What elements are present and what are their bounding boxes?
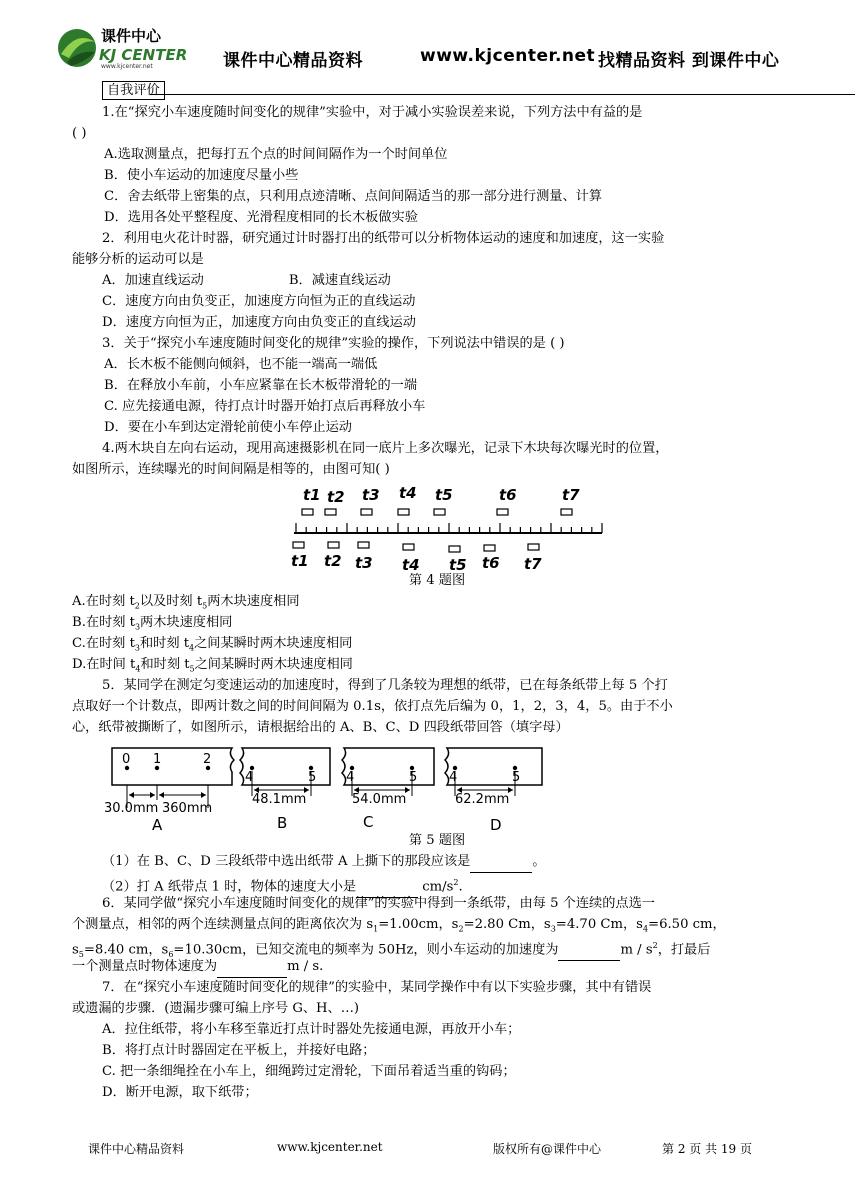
q4-exposure-diagram [72, 480, 802, 570]
q5-part1-blank[interactable] [470, 851, 532, 873]
q4-top-label: t3 [362, 486, 380, 504]
q4-top-label: t5 [435, 486, 453, 504]
q6-acceleration-blank[interactable] [558, 939, 620, 961]
q5-stem-cont2: 心，纸带被撕断了，如图所示，请根据给出的 A、B、C、D 四段纸带回答（填字母） [72, 720, 569, 735]
svg-text:4: 4 [449, 770, 458, 785]
q7-step-a: A．拉住纸带，将小车移至靠近打点计时器处先接通电源，再放开小车； [102, 1022, 521, 1037]
q6-stem-cont: 个测量点，相邻的两个连续测量点间的距离依次为 $s_1=1.00cm$，$s_2=2.80$ Cm，$s_3=4.70$ Cm，$s_4=6.50$ cm， [72, 917, 726, 934]
tape-a-letter: A [152, 816, 163, 830]
q4-bottom-block [293, 542, 304, 548]
header-right-text: 找精品资料 到课件中心 [598, 51, 780, 71]
tape-b-letter: B [277, 814, 288, 830]
q4-bottom-block [328, 542, 339, 548]
q1-option-d: D．选用各处平整程度、光滑程度相同的长木板做实验 [104, 210, 418, 225]
svg-text:www.kjcenter.net: www.kjcenter.net [101, 63, 153, 70]
q6-velocity-blank[interactable] [217, 956, 287, 978]
q4-bottom-label: t4 [402, 556, 420, 570]
svg-text:2: 2 [203, 752, 212, 767]
svg-text:1: 1 [153, 752, 162, 767]
q7-step-c: C. 把一条细绳拴在小车上，细绳跨过定滑轮，下面吊着适当重的钩码； [102, 1064, 516, 1079]
q4-bottom-block [358, 542, 369, 548]
q2-option-a: A．加速直线运动 [102, 273, 204, 288]
q4-option-a: A.在时刻 $t_2$以及时刻 $t_5$两木块速度相同 [72, 594, 300, 611]
q4-figure [72, 480, 802, 570]
svg-text:5: 5 [512, 770, 521, 785]
q4-bottom-label: t6 [482, 554, 500, 570]
tape-b-distance: 48.1mm [252, 792, 307, 807]
q6-stem-cont2: $s_5=8.40$ cm，$s_6=10.30cm$，已知交流电的频率为 50Hz，则小车运动的加速度为 m / $s^2$，打最后 [72, 935, 802, 956]
q4-option-d: D.在时间 $t_4$和时刻 $t_5$之间某瞬时两木块速度相同 [72, 657, 353, 674]
q1-blank: ( ) [72, 126, 87, 141]
tape-c-letter: C [363, 813, 374, 830]
page-header [55, 24, 800, 72]
q4-top-label: t7 [562, 486, 580, 504]
q4-top-label: t1 [303, 486, 321, 504]
q3-option-d: D．要在小车到达定滑轮前使小车停止运动 [104, 420, 352, 435]
q4-bottom-block [449, 546, 460, 552]
svg-text:课件中心: 课件中心 [101, 27, 162, 45]
footer-page-number: 第 2 页 共 19 页 [662, 1142, 752, 1156]
q4-bottom-block [403, 544, 414, 550]
q1-option-c: C．舍去纸带上密集的点，只利用点迹清晰、点间间隔适当的那一部分进行测量、计算 [104, 189, 603, 204]
q4-top-block [361, 509, 372, 515]
tape-d-letter: D [490, 816, 502, 830]
q5-stem-cont: 点取好一个计数点，即两计数之间的时间间隔为 0.1s，依打点先后编为 0，1，2，3，4，5。由于不小 [72, 699, 673, 714]
q1-stem: 1.在“探究小车速度随时间变化的规律”实验中，对于减小实验误差来说，下列方法中有益的是 [102, 105, 643, 120]
kjcenter-logo [55, 24, 195, 70]
q5-caption: 第 5 题图 [408, 833, 466, 848]
q3-option-a: A．长木板不能侧向倾斜，也不能一端高一端低 [104, 357, 378, 372]
svg-text:4: 4 [245, 770, 254, 785]
svg-text:4: 4 [346, 770, 355, 785]
q4-caption: 第 4 题图 [408, 573, 466, 588]
q2-stem: 2．利用电火花计时器，研究通过计时器打出的纸带可以分析物体运动的速度和加速度，这一实验 [102, 231, 665, 246]
footer-site-link[interactable]: www.kjcenter.net [277, 1140, 383, 1154]
q4-bottom-label: t3 [355, 554, 373, 570]
q2-options-ab [72, 270, 802, 291]
q4-top-label: t6 [499, 486, 517, 504]
tape-c [342, 748, 434, 785]
svg-text:5: 5 [409, 770, 418, 785]
section-title: 自我评价 [102, 81, 165, 100]
q4-bottom-block [528, 544, 539, 550]
q5-part1: （1）在 B、C、D 三段纸带中选出纸带 A 上撕下的那段应该是 。 [72, 851, 802, 872]
tape-a-d1: 30.0mm [104, 801, 159, 816]
q4-scale-ticks [296, 523, 602, 533]
header-left-text: 课件中心精品资料 [223, 51, 363, 71]
tape-c-distance: 54.0mm [352, 792, 407, 807]
q7-step-d: D．断开电源，取下纸带； [102, 1085, 258, 1100]
q4-stem-cont: 如图所示，连续曝光的时间间隔是相等的，由图可知( ) [72, 462, 390, 477]
q4-option-c: C.在时刻 $t_3$和时刻 $t_4$之间某瞬时两木块速度相同 [72, 636, 353, 653]
q7-stem-cont: 或遗漏的步骤．(遗漏步骤可编上序号 G、H、…) [72, 1001, 360, 1016]
q3-stem: 3．关于“探究小车速度随时间变化的规律”实验的操作，下列说法中错误的是 ( ) [102, 336, 565, 351]
q4-bottom-block [484, 545, 495, 551]
q4-top-block [434, 509, 445, 515]
q3-option-b: B．在释放小车前，小车应紧靠在长木板带滑轮的一端 [104, 378, 418, 393]
footer-copyright: 版权所有@课件中心 [493, 1142, 602, 1156]
svg-text:KJ CENTER: KJ CENTER [99, 46, 188, 64]
q4-top-label: t2 [327, 488, 345, 506]
q2-option-d: D．速度方向恒为正，加速度方向由负变正的直线运动 [102, 315, 416, 330]
q5-tape-diagram [72, 738, 802, 830]
q5-figure [72, 738, 802, 830]
q4-bottom-label: t2 [324, 552, 342, 570]
q6-stem-cont3: 一个测量点时物体速度为 m / s. [72, 956, 802, 977]
footer-left-text: 课件中心精品资料 [88, 1142, 185, 1156]
q4-stem: 4.两木块自左向右运动，现用高速摄影机在同一底片上多次曝光，记录下木块每次曝光时的位置， [102, 441, 669, 456]
tape-d-distance: 62.2mm [455, 792, 510, 807]
q1-option-a: A.选取测量点，把每打五个点的时间间隔作为一个时间单位 [104, 147, 448, 162]
q2-option-b: B．减速直线运动 [288, 273, 391, 288]
q2-option-c: C．速度方向由负变正，加速度方向恒为正的直线运动 [102, 294, 416, 309]
svg-text:5: 5 [308, 770, 317, 785]
q1-option-b: B．使小车运动的加速度尽量小些 [104, 168, 299, 183]
q4-bottom-label: t7 [524, 555, 542, 570]
q6-stem: 6．某同学做“探究小车速度随时间变化的规律”的实验中得到一条纸带，由每 5 个连续的点选一 [102, 896, 655, 911]
tape-a-d2: 360mm [162, 801, 213, 816]
q4-bottom-label: t5 [449, 556, 467, 570]
q4-top-block [325, 509, 336, 515]
q4-top-block [302, 509, 313, 515]
svg-text:0: 0 [122, 752, 131, 767]
q2-stem-cont: 能够分析的运动可以是 [72, 252, 204, 267]
header-site-link[interactable]: www.kjcenter.net [420, 46, 596, 66]
tape-d [445, 748, 542, 785]
q5-stem: 5．某同学在测定匀变速运动的加速度时，得到了几条较为理想的纸带，已在每条纸带上每 5 个打 [102, 678, 668, 693]
q7-step-b: B．将打点计时器固定在平板上，并接好电路； [102, 1043, 376, 1058]
tape-a [112, 748, 234, 785]
q4-top-label: t4 [399, 484, 417, 502]
q3-option-c: C. 应先接通电源，待打点计时器开始打点后再释放小车 [104, 399, 426, 414]
q4-bottom-label: t1 [291, 552, 309, 570]
q5-part2: （2）打 A 纸带点 1 时，物体的速度大小是 $cm/s^2$. [72, 872, 802, 893]
q4-option-b: B.在时刻 $t_3$两木块速度相同 [72, 615, 233, 632]
document-body [72, 80, 802, 1103]
q4-top-block [561, 509, 572, 515]
q4-top-block [398, 509, 409, 515]
q4-top-block [497, 509, 508, 515]
q7-stem: 7．在“探究小车速度随时间变化的规律”的实验中，某同学操作中有以下实验步骤，其中有错误 [102, 980, 652, 995]
